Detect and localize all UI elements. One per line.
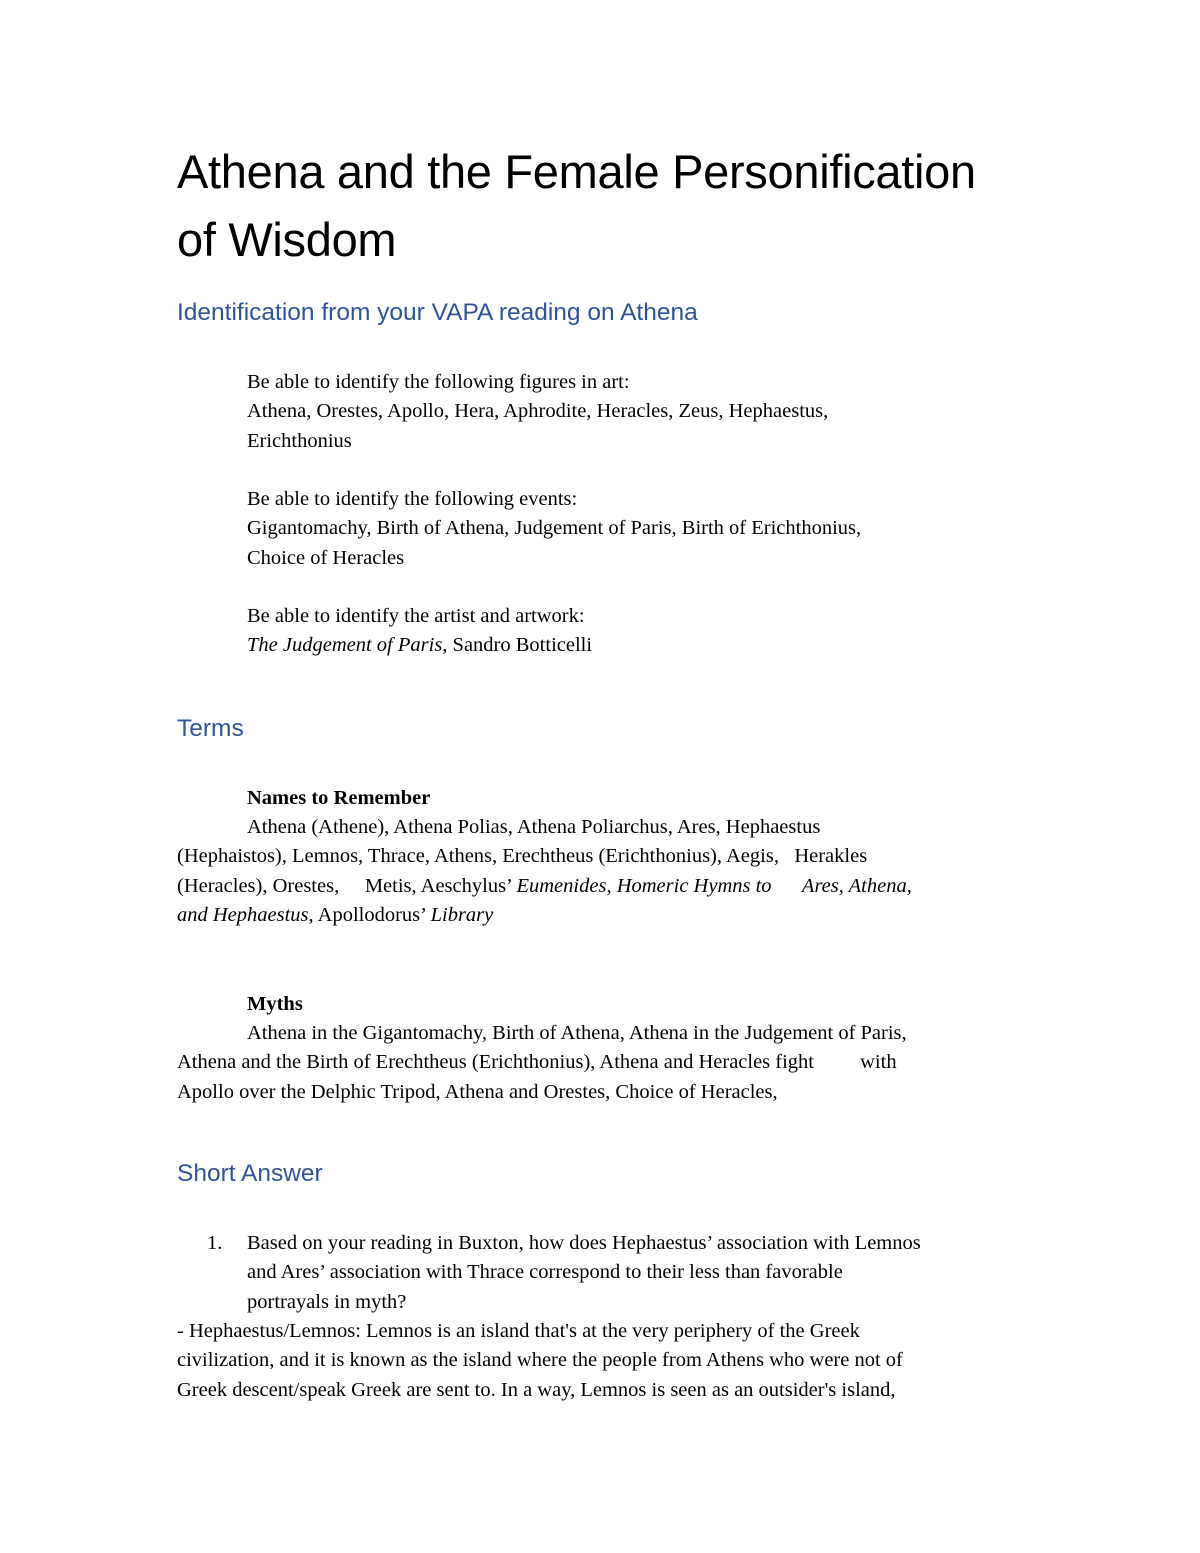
- artwork-paragraph: [247, 602, 592, 661]
- names-line-3c: ,: [606, 874, 617, 897]
- myths-line-3: Apollo over the Delphic Tripod, Athena and Orestes, Choice of Heracles,: [177, 1080, 778, 1103]
- events-line-1: Gigantomachy, Birth of Athena, Judgement of Paris, Birth of Erichthonius,: [247, 517, 862, 540]
- hymns-title-end: and Hephaestus: [177, 903, 309, 926]
- names-line-2: (Hephaistos), Lemnos, Thrace, Athens, Erechtheus (Erichthonius), Aegis, Herakles: [177, 845, 868, 868]
- figures-line-2: Erichthonius: [247, 429, 352, 452]
- artwork-title: The Judgement of Paris: [247, 634, 443, 657]
- homeric-hymns-title: Homeric Hymns to Ares, Athena,: [616, 874, 912, 897]
- question-1-line-2: and Ares’ association with Thrace correspond to their less than favorable: [247, 1261, 843, 1284]
- names-heading: Names to Remember: [247, 787, 431, 809]
- events-line-2: Choice of Heracles: [247, 546, 405, 569]
- artwork-intro: Be able to identify the artist and artwork:: [247, 605, 585, 627]
- title-line-2: of Wisdom: [177, 213, 397, 266]
- myths-line-2: Athena and the Birth of Erechtheus (Erichthonius), Athena and Heracles fight with: [177, 1051, 897, 1074]
- question-1-number: 1.: [207, 1232, 223, 1254]
- answer-1: [177, 1317, 903, 1405]
- names-line-3a: (Heracles), Orestes, Metis, Aeschylus’: [177, 874, 517, 897]
- question-1-line-1: Based on your reading in Buxton, how does Hephaestus’ association with Lemnos: [247, 1232, 921, 1254]
- question-1: [207, 1229, 921, 1317]
- names-line-4b: , Apollodorus’: [308, 903, 431, 926]
- names-line-1: Athena (Athene), Athena Polias, Athena Poliarchus, Ares, Hephaestus: [247, 816, 821, 838]
- figures-intro: Be able to identify the following figures in art:: [247, 371, 630, 393]
- figures-line-1: Athena, Orestes, Apollo, Hera, Aphrodite, Heracles, Zeus, Hephaestus,: [247, 400, 829, 423]
- figures-paragraph: [247, 368, 828, 456]
- terms-heading: Terms: [177, 715, 244, 742]
- answer-1-line-3: Greek descent/speak Greek are sent to. In a way, Lemnos is seen as an outsider's island,: [177, 1378, 896, 1401]
- myths-paragraph: [177, 1019, 907, 1107]
- document-title: [177, 138, 1077, 274]
- events-paragraph: [247, 485, 861, 573]
- short-answer-heading: Short Answer: [177, 1160, 323, 1187]
- names-paragraph: [177, 813, 912, 930]
- identification-heading: Identification from your VAPA reading on Athena: [177, 299, 698, 326]
- eumenides-title: Eumenides: [516, 874, 607, 897]
- myths-heading: Myths: [247, 993, 303, 1015]
- answer-1-line-1: - Hephaestus/Lemnos: Lemnos is an island that's at the very periphery of the Greek: [177, 1320, 860, 1342]
- library-title: Library: [430, 903, 494, 926]
- question-1-line-3: portrayals in myth?: [247, 1290, 407, 1313]
- answer-1-line-2: civilization, and it is known as the island where the people from Athens who were not of: [177, 1349, 903, 1372]
- events-intro: Be able to identify the following events:: [247, 488, 578, 510]
- myths-line-1: Athena in the Gigantomachy, Birth of Athena, Athena in the Judgement of Paris,: [247, 1022, 907, 1044]
- title-line-1: Athena and the Female Personification: [177, 145, 976, 198]
- artwork-artist: , Sandro Botticelli: [442, 634, 593, 657]
